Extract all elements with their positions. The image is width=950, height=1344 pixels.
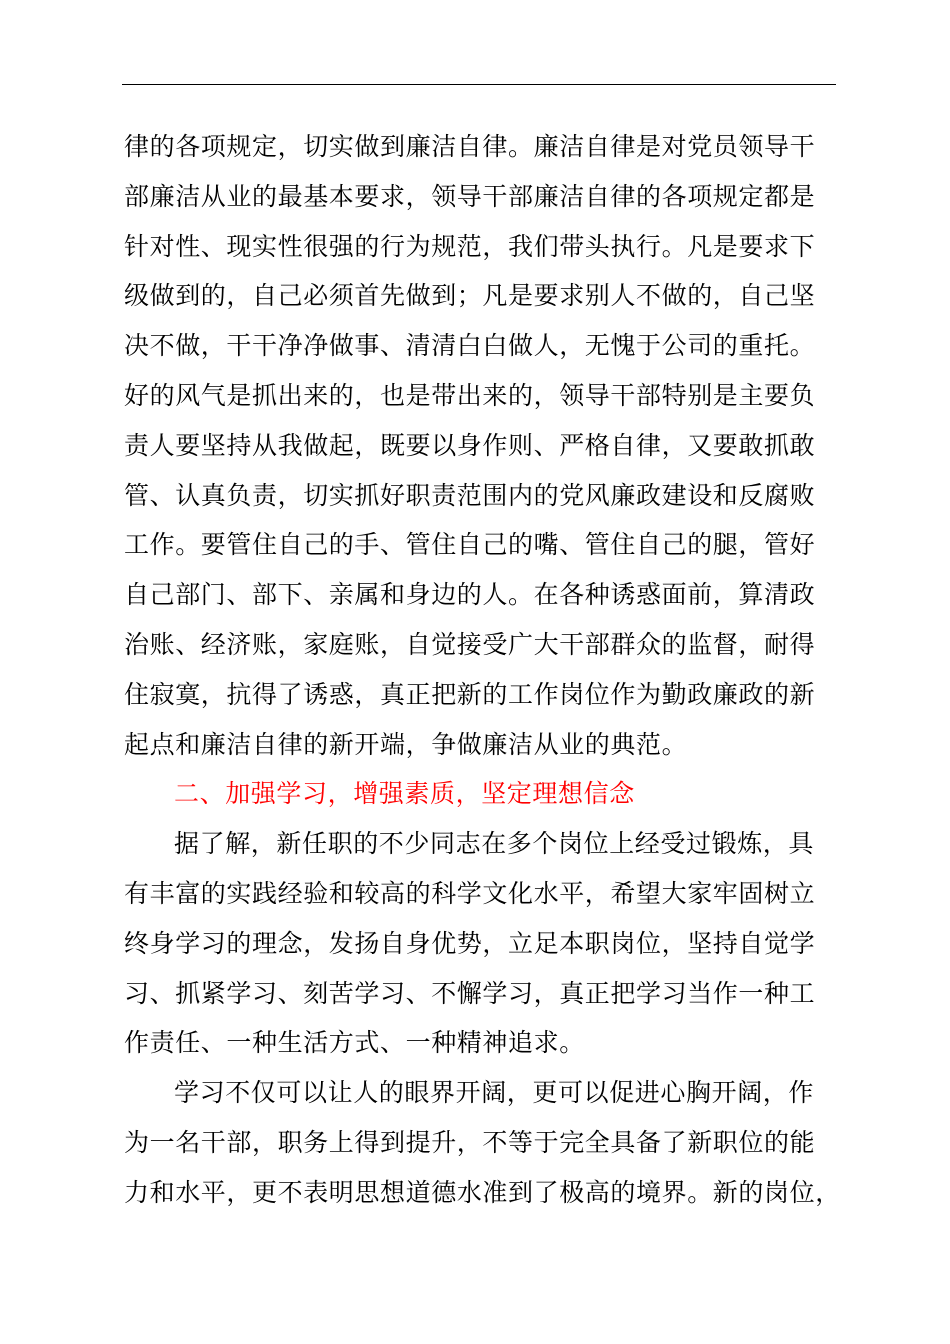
text-line: 有丰富的实践经验和较高的科学文化水平，希望大家牢固树立: [124, 878, 816, 908]
document-body: [124, 122, 840, 1218]
text-line: 工作。要管住自己的手、管住自己的嘴、管住自己的腿，管好: [124, 530, 816, 560]
text-line: 责人要坚持从我做起，既要以身作则、严格自律，又要敢抓敢: [124, 430, 816, 460]
section-heading: [124, 769, 840, 819]
text-line: 力和水平，更不表明思想道德水准到了极高的境界。新的岗位，: [124, 1177, 841, 1207]
text-line: 律的各项规定，切实做到廉洁自律。廉洁自律是对党员领导干: [124, 132, 816, 161]
text-line: 针对性、现实性很强的行为规范，我们带头执行。凡是要求下: [124, 231, 816, 261]
text-line: 起点和廉洁自律的新开端，争做廉洁从业的典范。: [124, 729, 688, 759]
text-line: 管、认真负责，切实抓好职责范围内的党风廉政建设和反腐败: [124, 480, 816, 510]
paragraph: [124, 819, 840, 1068]
text-line: 治账、经济账，家庭账，自觉接受广大干部群众的监督，耐得: [124, 629, 816, 659]
text-line: 习、抓紧学习、刻苦学习、不懈学习，真正把学习当作一种工: [124, 978, 816, 1008]
text-line: 学习不仅可以让人的眼界开阔，更可以促进心胸开阔，作: [174, 1078, 815, 1108]
text-line: 据了解，新任职的不少同志在多个岗位上经受过锻炼，具: [174, 829, 815, 859]
header-rule: [122, 84, 836, 85]
text-line: 为一名干部，职务上得到提升，不等于完全具备了新职位的能: [124, 1127, 816, 1157]
text-line: 好的风气是抓出来的，也是带出来的，领导干部特别是主要负: [124, 380, 816, 410]
text-line: 部廉洁从业的最基本要求，领导干部廉洁自律的各项规定都是: [124, 181, 816, 211]
section-heading-text: 二、加强学习，增强素质，坚定理想信念: [174, 779, 635, 809]
text-line: 级做到的，自己必须首先做到；凡是要求别人不做的，自己坚: [124, 281, 816, 311]
text-line: 住寂寞，抗得了诱惑，真正把新的工作岗位作为勤政廉政的新: [124, 679, 816, 709]
text-line: 终身学习的理念，发扬自身优势，立足本职岗位，坚持自觉学: [124, 928, 816, 958]
text-line: 作责任、一种生活方式、一种精神追求。: [124, 1028, 585, 1058]
text-line: 自己部门、部下、亲属和身边的人。在各种诱惑面前，算清政: [124, 580, 816, 610]
text-line: 决不做，干干净净做事、清清白白做人，无愧于公司的重托。: [124, 331, 816, 361]
paragraph: [124, 1068, 840, 1217]
paragraph-continuation: [124, 122, 840, 769]
